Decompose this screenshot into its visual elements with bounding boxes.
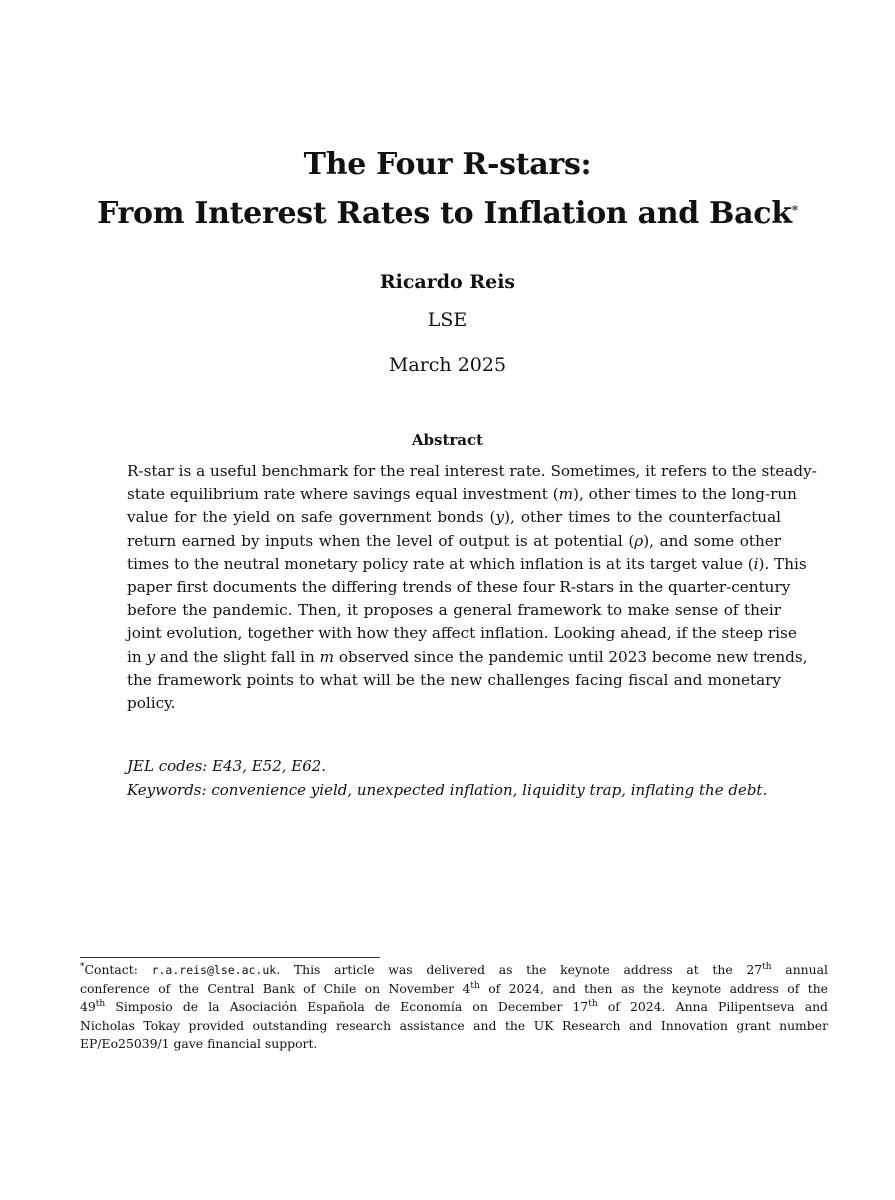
symbol-i: i xyxy=(753,554,759,573)
abstract-heading: Abstract xyxy=(411,431,484,449)
abstract-line: state equilibrium rate where savings equal investment (m), other times to the long-run xyxy=(127,485,797,504)
paper-title-line-1: The Four R-stars: xyxy=(303,147,592,182)
abstract-body xyxy=(127,460,817,715)
contact-email-link[interactable]: r.a.reis@lse.ac.uk xyxy=(151,963,277,977)
abstract-line: joint evolution, together with how they affect inflation. Looking ahead, if the steep rise xyxy=(127,624,797,643)
abstract-line: times to the neutral monetary policy rate at which inflation is at its target value (i). This xyxy=(127,554,807,573)
footnote-line: conference of the Central Bank of Chile on November 4th of 2024, and then as the keynote address of the xyxy=(80,980,829,996)
abstract-line: policy. xyxy=(127,694,176,713)
symbol-y: y xyxy=(495,508,505,527)
paper-date: March 2025 xyxy=(388,354,507,376)
author-affiliation: LSE xyxy=(427,309,468,331)
footnote-line: EP/Eo25039/1 gave financial support. xyxy=(80,1036,318,1052)
abstract-line: the framework points to what will be the new challenges facing fiscal and monetary xyxy=(127,670,781,689)
abstract-line: value for the yield on safe government bonds (y), other times to the counterfactual xyxy=(127,508,781,527)
symbol-rho: ρ xyxy=(634,531,644,550)
symbol-m: m xyxy=(558,485,574,504)
footnote-divider xyxy=(80,957,380,958)
paper-title-text: From Interest Rates to Inflation and Back xyxy=(97,196,792,231)
abstract-line: return earned by inputs when the level of output is at potential (ρ), and some other xyxy=(127,531,781,550)
jel-codes: JEL codes: E43, E52, E62. xyxy=(127,757,327,775)
footnote-mark: * xyxy=(80,962,85,972)
title-footnote-mark[interactable]: * xyxy=(791,204,798,219)
footnote xyxy=(80,961,828,1054)
footnote-line: *Contact: r.a.reis@lse.ac.uk. This article was delivered as the keynote address at the 27th annual xyxy=(80,962,828,977)
paper-title-line-2 xyxy=(0,197,895,231)
abstract-line: R-star is a useful benchmark for the real interest rate. Sometimes, it refers to the steady- xyxy=(127,462,817,480)
abstract-line: paper first documents the differing trends of these four R-stars in the quarter-century xyxy=(127,578,791,597)
abstract-line: before the pandemic. Then, it proposes a general framework to make sense of their xyxy=(127,601,781,620)
footnote-line: Nicholas Tokay provided outstanding research assistance and the UK Research and Innovation grant number xyxy=(80,1017,828,1033)
abstract-line: in y and the slight fall in m observed since the pandemic until 2023 become new trends, xyxy=(127,647,808,666)
footnote-line: 49th Simposio de la Asociación Española de Economía on December 17th of 2024. Anna Pilipentseva and xyxy=(80,999,828,1015)
keywords: Keywords: convenience yield, unexpected inflation, liquidity trap, inflating the debt. xyxy=(127,781,768,799)
author-name: Ricardo Reis xyxy=(379,271,516,293)
